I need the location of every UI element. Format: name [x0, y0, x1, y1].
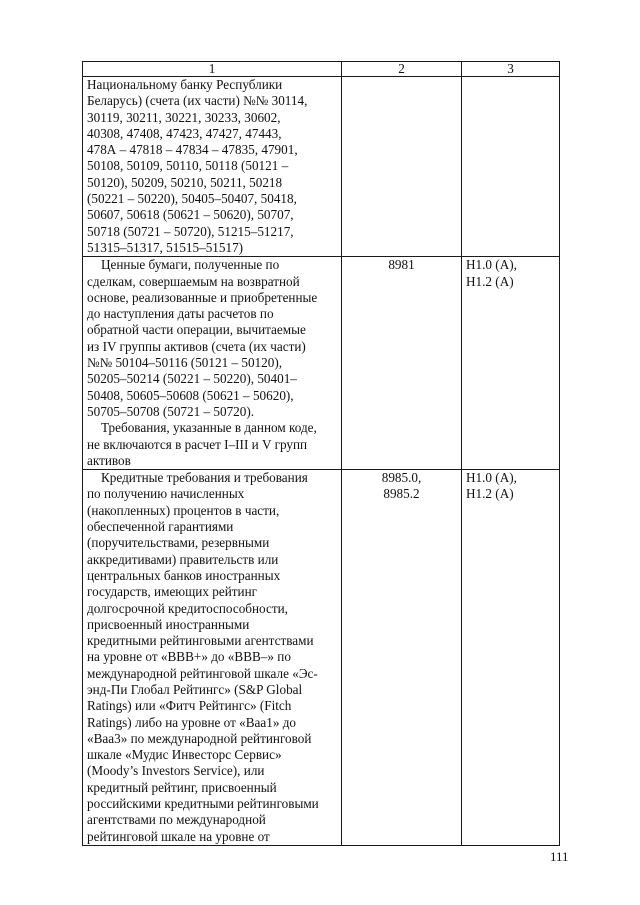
- code-cell: [342, 470, 462, 846]
- requirements-table: [82, 61, 560, 846]
- description-cell: [83, 77, 342, 257]
- description-text: Национальному банку Республики Беларусь) (счета (их части) №№ 30114, 30119, 30211, 30221, 30233, 30602, 40308, 47408, 47423, 47427, 47443, 478А – 47818 – 47834 – 47835, 47901, 50108, 50109, 50110, 50118 (50121 – 50120), 50209, 50210, 50211, 50218 (50221 – 50220), 50405–50407, 50418, 50607, 50618 (50621 – 50620), 50707, 50718 (50721 – 50720), 51215–51217, 51315–51317, 51515–51517): [87, 77, 308, 255]
- table-row: [83, 470, 560, 846]
- description-text: Ценные бумаги, полученные по сделкам, совершаемым на возвратной основе, реализованные и приобретенные до наступления даты расчетов по обратной части операции, вычитаемые из IV группы активов (счета (их части) №№ 50104–50116 (50121 – 50120), 50205–50214 (50221 – 50220), 50401– 50408, 50605–50608 (50621 – 50620), 50705–50708 (50721 – 50720).: [87, 257, 318, 419]
- table-row: [83, 257, 560, 470]
- page-number: 111: [550, 849, 569, 864]
- norms-cell: [462, 77, 560, 257]
- column-header-1: 1: [83, 62, 342, 77]
- description-note: Требования, указанные в данном коде, не включаются в расчет I–III и V групп активов: [87, 420, 317, 468]
- norms-text: Н1.0 (А), Н1.2 (А): [466, 257, 517, 289]
- table-header-row: [83, 62, 560, 77]
- description-text: Кредитные требования и требования по получению начисленных (накопленных) процентов в части, обеспеченной гарантиями (поручительствами, резервными аккредитивами) правительств или центральных банков иностранных государств, имеющих рейтинг долгосрочной кредитоспособности, присвоенный иностранными кредитными рейтинговыми агентствами на уровне от «ВВВ+» до «ВВВ–» по международной рейтинговой шкале «Эс- энд-Пи Глобал Рейтингс» (S&P Global Ratings) или «Фитч Рейтингс» (Fitch Ratings) либо на уровне от «Baa1» до «Baa3» по международной рейтинговой шкале «Мудис Инвесторс Сервис» (Moody’s Investors Service), или кредитный рейтинг, присвоенный российскими кредитными рейтинговыми агентствами по международной рейтинговой шкале на уровне от: [87, 470, 319, 844]
- column-header-2: 2: [342, 62, 462, 77]
- norms-text: Н1.0 (А), Н1.2 (А): [466, 470, 517, 502]
- code-text: 8985.0, 8985.2: [381, 470, 422, 502]
- column-header-3: 3: [462, 62, 560, 77]
- code-cell: [342, 257, 462, 470]
- norms-cell: [462, 470, 560, 846]
- description-cell: [83, 470, 342, 846]
- code-cell: [342, 77, 462, 257]
- description-cell: [83, 257, 342, 470]
- table-row: [83, 77, 560, 257]
- norms-cell: [462, 257, 560, 470]
- code-text: 8981: [388, 257, 415, 273]
